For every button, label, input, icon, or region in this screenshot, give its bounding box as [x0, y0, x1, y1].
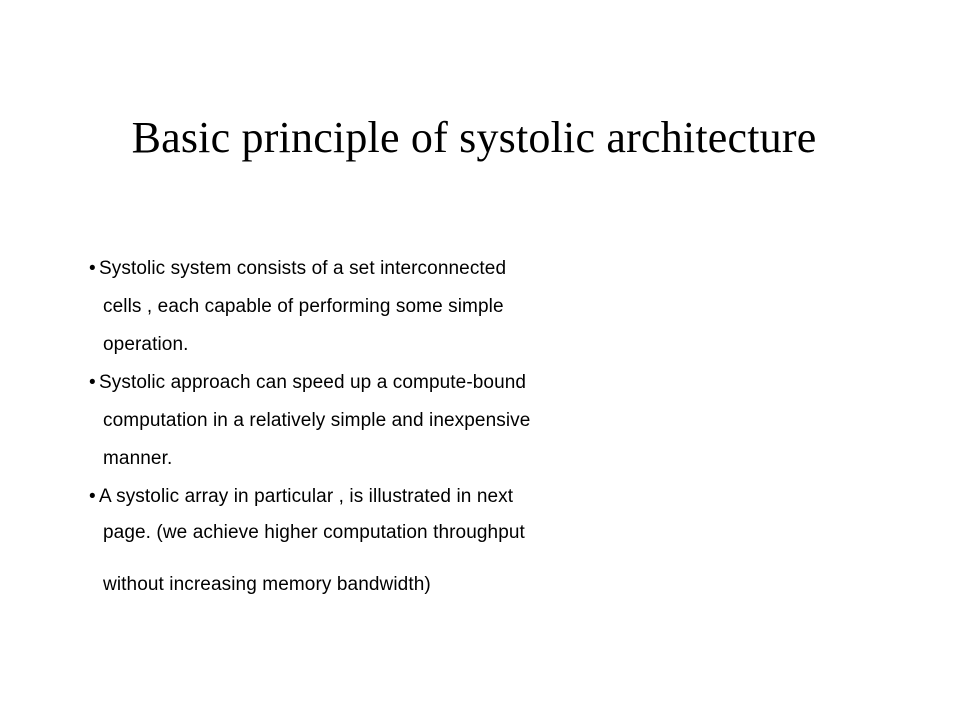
bullet-3-line-3: without increasing memory bandwidth) — [103, 574, 431, 595]
bullet-marker: • — [89, 372, 96, 393]
bullet-2-line-1: • Systolic approach can speed up a compute-bound — [89, 372, 527, 393]
bullet-2-line-2: computation in a relatively simple and inexpensive — [103, 410, 531, 431]
bullet-2-line-3: manner. — [103, 448, 173, 469]
bullet-3-line-2: page. (we achieve higher computation throughput — [103, 522, 525, 543]
bullet-marker: • — [89, 258, 96, 279]
bullet-1-line-1: • Systolic system consists of a set interconnected — [89, 258, 507, 279]
bullet-marker: • — [89, 486, 96, 507]
bullet-1-line-2: cells , each capable of performing some simple — [103, 296, 504, 317]
bullet-1-line-3: operation. — [103, 334, 189, 355]
slide-title: Basic principle of systolic architecture — [131, 113, 817, 162]
bullet-3-line-1: • A systolic array in particular , is illustrated in next — [89, 486, 514, 507]
